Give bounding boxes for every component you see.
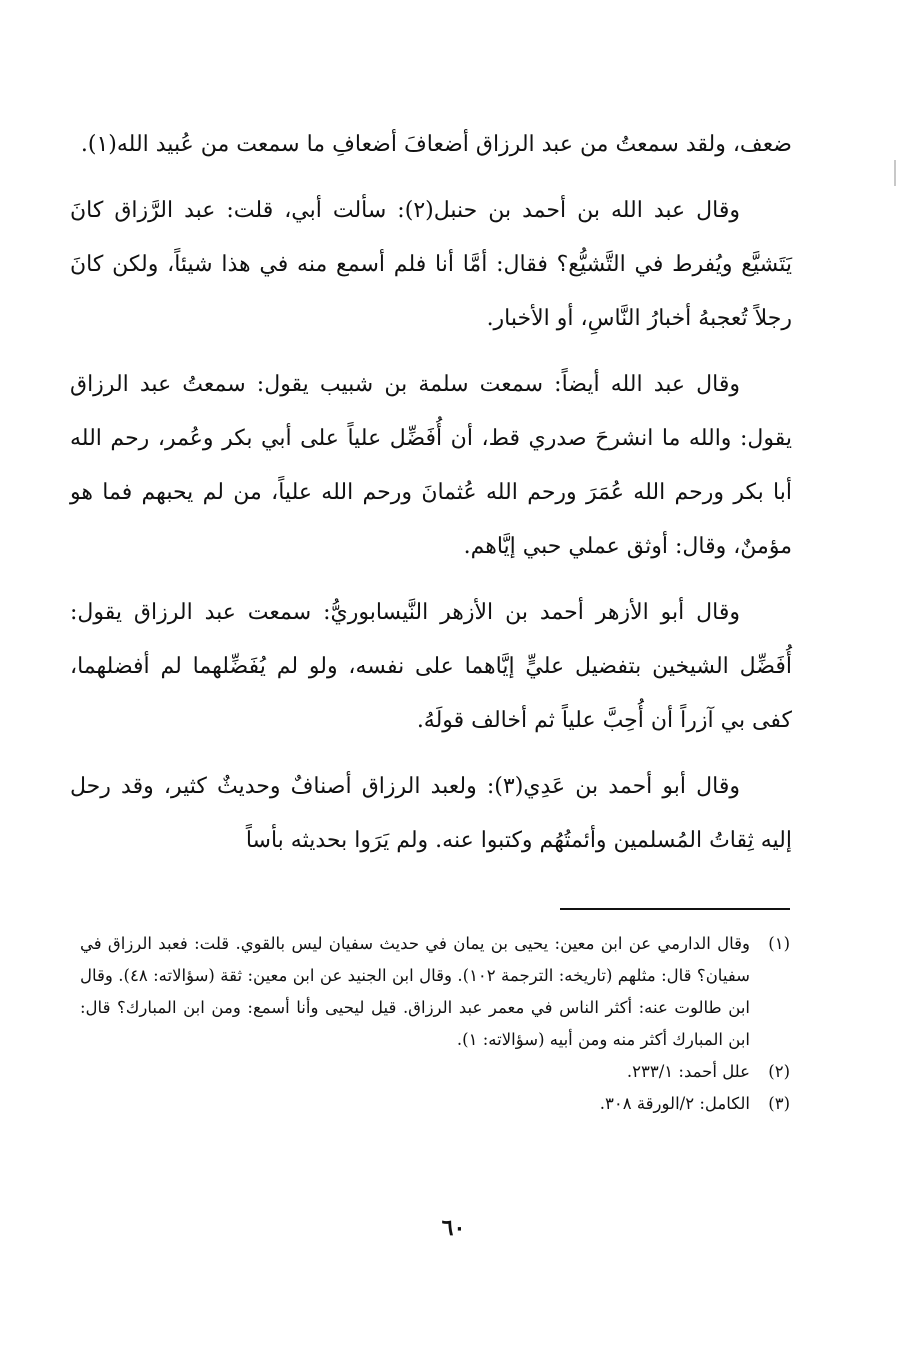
paragraph-3: وقال عبد الله أيضاً: سمعت سلمة بن شبيب يقول: سمعتُ عبد الرزاق يقول: والله ما انشرحَ صدري قط، أن أُفَضِّل علياً على أبي بكر وعُمر، رحم الله أبا بكر ورحم الله عُمَرَ ورحم الله عُثمانَ ورحم الله علياً، من لم يحبهم فما هو مؤمنٌ، وقال: أوثق عملي حبي إيَّاهم. <box>70 372 792 559</box>
footnote-1 <box>80 928 790 1056</box>
paragraph-5: وقال أبو أحمد بن عَدِي(٣): ولعبد الرزاق أصنافٌ وحديثٌ كثير، وقد رحل إليه ثِقاتُ المُسلمين وأئمتُهُم وكتبوا عنه. ولم يَرَوا بحديثه بأساً <box>70 774 792 853</box>
footnote-text: علل أحمد: ٢٣٣/١. <box>626 1062 750 1081</box>
paragraph-4: وقال أبو الأزهر أحمد بن الأزهر النَّيسابوريُّ: سمعت عبد الرزاق يقول: أُفَضِّل الشيخين بتفضيل عليٍّ إيَّاهما على نفسه، ولو لم يُفَضِّلهما لم أفضلهما، كفى بي آزراً أن أُحِبَّ علياً ثم أخالف قولَهُ. <box>70 600 792 733</box>
footnote-2 <box>80 1056 790 1088</box>
footnote-text: وقال الدارمي عن ابن معين: يحيى بن يمان في حديث سفيان ليس بالقوي. قلت: فعبد الرزاق في سفيان؟ قال: مثلهم (تاريخه: الترجمة ١٠٢). وقال ابن الجنيد عن ابن معين: ثقة (سؤالاته: ٤٨). وقال ابن طالوت عنه: أكثر الناس في معمر عبد الرزاق. قيل ليحيى وأنا أسمع: ومن ابن المبارك؟ قال: ابن المبارك أكثر منه ومن أبيه (سؤالاته: ١). <box>80 934 750 1049</box>
footnote-number: (٣) <box>768 1094 790 1113</box>
footnotes <box>80 928 790 1120</box>
paragraph-2: وقال عبد الله بن أحمد بن حنبل(٢): سألت أبي، قلت: عبد الرَّزاق كانَ يَتَشيَّع ويُفرط في التَّشيُّع؟ فقال: أمَّا أنا فلم أسمع منه في هذا شيئاً، ولكن كانَ رجلاً تُعجبهُ أخبارُ النَّاسِ، أو الأخبار. <box>70 198 792 331</box>
footnote-number: (١) <box>768 934 790 953</box>
page-number: ٦٠ <box>441 1215 466 1241</box>
footnote-text: الكامل: ٢/الورقة ٣٠٨. <box>599 1094 750 1113</box>
footnote-3 <box>80 1088 790 1120</box>
scan-edge-mark <box>894 160 896 186</box>
main-text <box>70 118 792 868</box>
footnote-separator <box>560 908 790 910</box>
footnote-number: (٢) <box>768 1062 790 1081</box>
paragraph-1: ضعف، ولقد سمعتُ من عبد الرزاق أضعافَ أضعافِ ما سمعت من عُبيد الله(١). <box>80 132 792 157</box>
